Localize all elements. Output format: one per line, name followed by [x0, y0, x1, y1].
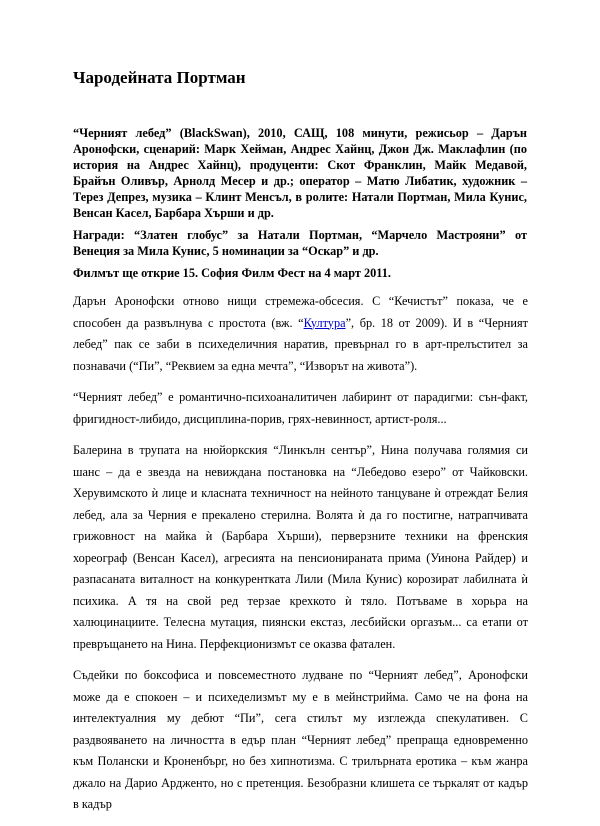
paragraph-4: Съдейки по боксофиса и повсеместното лудване по “Черният лебед”, Аронофски може да е спокоен – и психеделизмът му е в мейнстрийма. Само че на фона на интелектуалния му дебют “Пи”, сега стилът му изглежда спекулативен. С раздвояването на личността в едър план “Черният лебед” препраща едновременно към Полански и Кроненбърг, но без хипнотизма. С трилърната еротика – към жанра джало на Дарио Ардженто, но с претенция. Безобразни клишета се търкалят от кадър в кадър — [73, 668, 528, 811]
credits-awards: Награди: “Златен глобус” за Натали Портман, “Марчело Мастрояни” от Венеция за Мила Кунис, 5 номинации за “Оскар” и др. — [73, 228, 527, 258]
film-credits — [73, 125, 527, 281]
paragraph-1-start: Дарън Аронофски отново нищи стремежа-обсесия. С “Кечистът” показа, че е способен да развълнува с простота (вж. “ — [73, 294, 528, 330]
paragraph-2: “Черният лебед” е романтично-психоаналитичен лабиринт от парадигми: сън-факт, фригидност-либидо, дисциплина-порив, грях-невинност, артист-роля... — [73, 390, 528, 426]
paragraph-3: Балерина в трупата на нюйоркския “Линкълн сентър”, Нина получава голямия си шанс – да е звезда на невиждана постановка на “Лебедово езеро” от Чайковски. Херувимското ѝ лице и класната техничност на нейното танцуване ѝ отреждат Белия лебед, ала за Черния е прекалено стерилна. Волята ѝ да го постигне, натрапчивата грижовност на майка ѝ (Барбара Хърши), перверзните техники на френския хореограф (Венсан Касел), агресията на пенсионираната прима (Уинона Райдер) и разпасаната виталност на конкурентката Лили (Мила Кунис) корозират лабилната ѝ психика. А тя на свой ред терзае крехкото ѝ тяло. Потъваме в хорьра на халюцинациите. Телесна мутация, пиянски екстаз, лесбийски оргазъм... са етапи от превръщането на Нина. Перфекционизмът се оказва фатален. — [73, 443, 528, 651]
paragraph-1-end: ”, бр. 18 от 2009). И в “Черният лебед” пак се заби в психеделичния наратив, превърнал го в арт-прелъстител за познавачи (“Пи”, “Реквием за една мечта”, “Изворът на живота”). — [73, 315, 528, 373]
page-title: Чародейната Портман — [73, 68, 246, 87]
credits-festival: Филмът ще открие 15. София Филм Фест на 4 март 2011. — [73, 266, 391, 280]
kultura-link[interactable]: Култура — [303, 315, 346, 330]
credits-main: “Черният лебед” (BlackSwan), 2010, САЩ, 108 минути, режисьор – Дарън Аронофски, сценарий: Марк Хейман, Андрес Хайнц, Джон Дж. Маклафлин (по история на Андрес Хайнц), продуценти: Скот Франклин, Майк Медавой, Брайън Оливър, Арнолд Месер и др.; оператор – Матю Либатик, художник – Терез Депрез, музика – Клинт Менсъл, в ролите: Натали Портман, Мила Кунис, Венсан Касел, Барбара Хърши и др. — [73, 126, 527, 220]
article-body — [73, 291, 528, 826]
paragraph-1 — [73, 291, 528, 377]
